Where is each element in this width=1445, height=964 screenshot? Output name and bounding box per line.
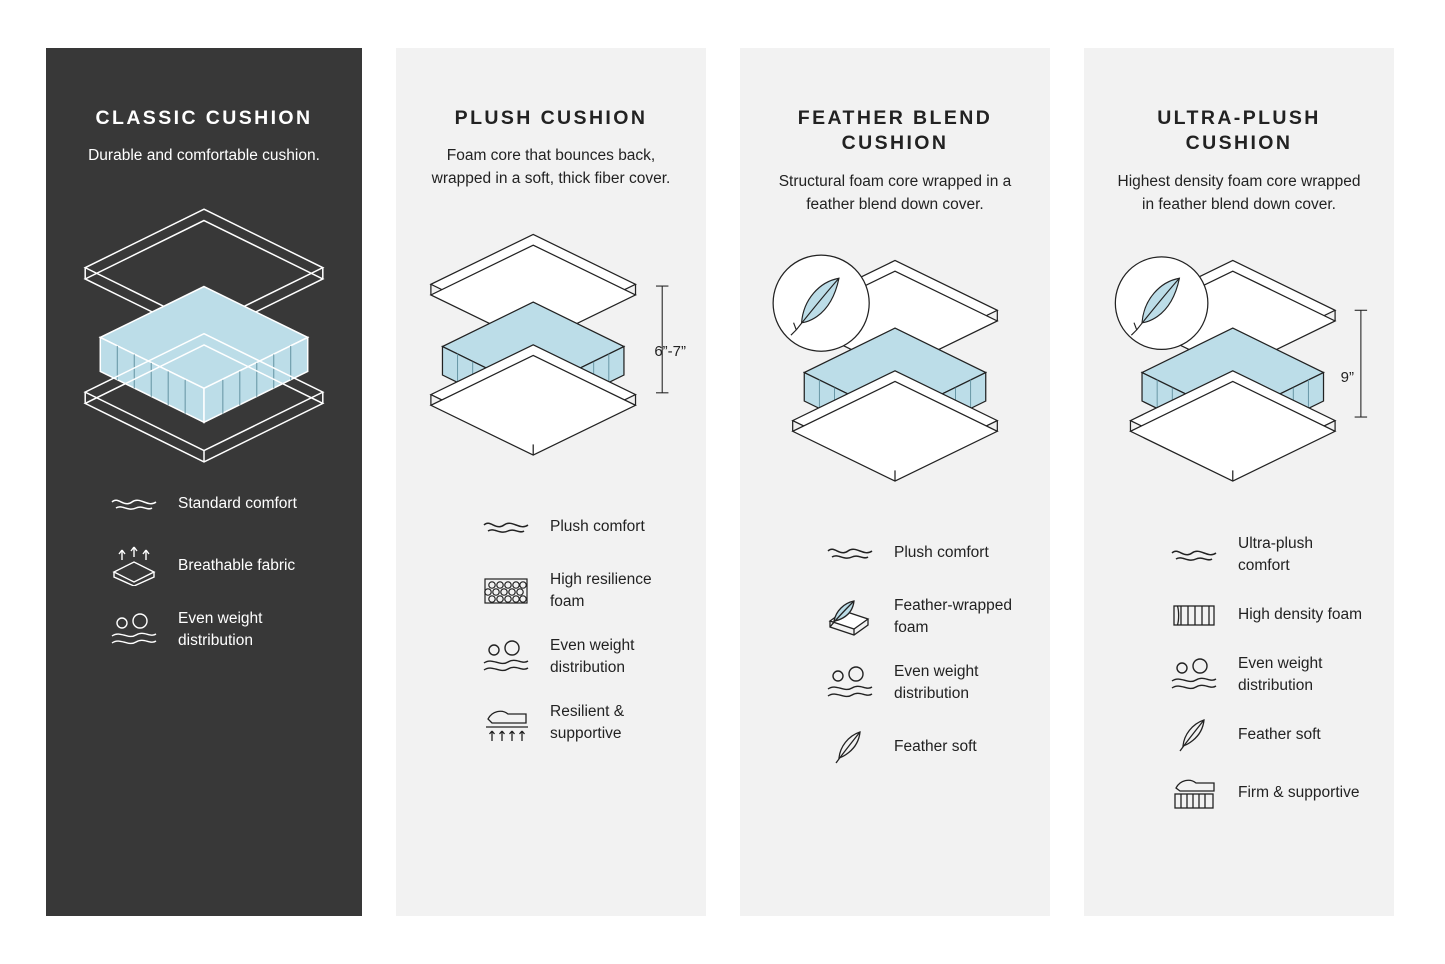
firm-support-icon bbox=[1166, 773, 1222, 813]
page-title: PLUSH CUSHION bbox=[454, 107, 648, 129]
feather-icon bbox=[1166, 715, 1222, 755]
feature-label: Firm & supportive bbox=[1238, 783, 1360, 801]
list-item bbox=[1166, 653, 1368, 697]
feather-icon bbox=[822, 727, 878, 767]
list-item bbox=[1166, 533, 1368, 577]
page-title: CLASSIC CUSHION bbox=[95, 107, 313, 129]
feature-list-classic bbox=[72, 484, 336, 674]
wave-icon bbox=[478, 507, 534, 547]
weight-distribution-icon bbox=[106, 610, 162, 650]
wave-icon bbox=[106, 484, 162, 524]
page-title: FEATHER BLEND CUSHION bbox=[797, 107, 993, 155]
dimension-label: 6”-7” bbox=[654, 343, 686, 361]
feature-label: Plush comfort bbox=[550, 518, 645, 536]
weight-distribution-icon bbox=[822, 663, 878, 703]
list-item bbox=[478, 635, 680, 679]
feature-label: Even weight distribution bbox=[1238, 654, 1323, 694]
foam-core-layer bbox=[100, 287, 307, 423]
feature-label: High density foam bbox=[1238, 605, 1363, 623]
cushion-exploded-diagram-feather-blend bbox=[766, 227, 1024, 527]
cushion-exploded-diagram-plush bbox=[422, 201, 686, 501]
wave-icon bbox=[1166, 535, 1222, 575]
feature-label: Feather soft bbox=[894, 737, 977, 755]
list-item bbox=[822, 533, 1024, 573]
list-item bbox=[822, 595, 1024, 639]
list-item bbox=[106, 608, 336, 652]
feature-label: Standard comfort bbox=[178, 495, 297, 513]
card-feather-blend-cushion bbox=[740, 48, 1050, 916]
card-ultra-plush-cushion bbox=[1084, 48, 1394, 916]
feature-label: Breathable fabric bbox=[178, 557, 296, 575]
page-title: ULTRA-PLUSH CUSHION bbox=[1157, 107, 1321, 155]
feather-wrapped-foam-icon bbox=[822, 597, 878, 637]
card-classic-cushion bbox=[46, 48, 362, 916]
feature-label: High resilience foam bbox=[550, 571, 652, 611]
list-item bbox=[1166, 715, 1368, 755]
high-density-foam-icon bbox=[1166, 595, 1222, 635]
resilient-support-icon bbox=[478, 703, 534, 743]
list-item bbox=[822, 661, 1024, 705]
dimension-bracket bbox=[1355, 310, 1367, 417]
list-item bbox=[822, 727, 1024, 767]
wave-icon bbox=[822, 533, 878, 573]
feature-label: Even weight distribution bbox=[178, 610, 263, 650]
feature-list-feather-blend bbox=[766, 533, 1024, 789]
dimension-label: 9” bbox=[1340, 368, 1354, 386]
card-description: Foam core that bounces back, wrapped in a soft, thick fiber cover. bbox=[431, 147, 671, 188]
cushion-exploded-diagram-ultra-plush bbox=[1110, 227, 1368, 527]
list-item bbox=[1166, 773, 1368, 813]
feature-label: Even weight distribution bbox=[894, 662, 979, 702]
feature-label: Plush comfort bbox=[894, 543, 989, 561]
list-item bbox=[478, 701, 680, 745]
feature-list-plush bbox=[422, 507, 680, 767]
list-item bbox=[478, 569, 680, 613]
feature-label: Feather-wrapped foam bbox=[894, 596, 1013, 636]
card-description: Structural foam core wrapped in a feather blend down cover. bbox=[778, 172, 1012, 213]
breathable-fabric-icon bbox=[106, 546, 162, 586]
card-description: Highest density foam core wrapped in feather blend down cover. bbox=[1117, 172, 1361, 213]
list-item bbox=[106, 484, 336, 524]
feather-badge-icon bbox=[773, 255, 869, 351]
card-plush-cushion bbox=[396, 48, 706, 916]
card-description: Durable and comfortable cushion. bbox=[88, 147, 320, 165]
feature-label: Even weight distribution bbox=[550, 637, 635, 677]
list-item bbox=[1166, 595, 1368, 635]
cushion-exploded-diagram-classic bbox=[72, 178, 336, 478]
weight-distribution-icon bbox=[1166, 655, 1222, 695]
list-item bbox=[106, 546, 336, 586]
list-item bbox=[478, 507, 680, 547]
honeycomb-foam-icon bbox=[478, 571, 534, 611]
feather-badge-icon bbox=[1115, 256, 1208, 349]
feature-label: Ultra-plush comfort bbox=[1238, 534, 1313, 574]
feature-list-ultra-plush bbox=[1110, 533, 1368, 835]
feature-label: Resilient & supportive bbox=[550, 703, 625, 743]
feature-label: Feather soft bbox=[1238, 725, 1321, 743]
dimension-bracket bbox=[656, 286, 668, 393]
weight-distribution-icon bbox=[478, 637, 534, 677]
